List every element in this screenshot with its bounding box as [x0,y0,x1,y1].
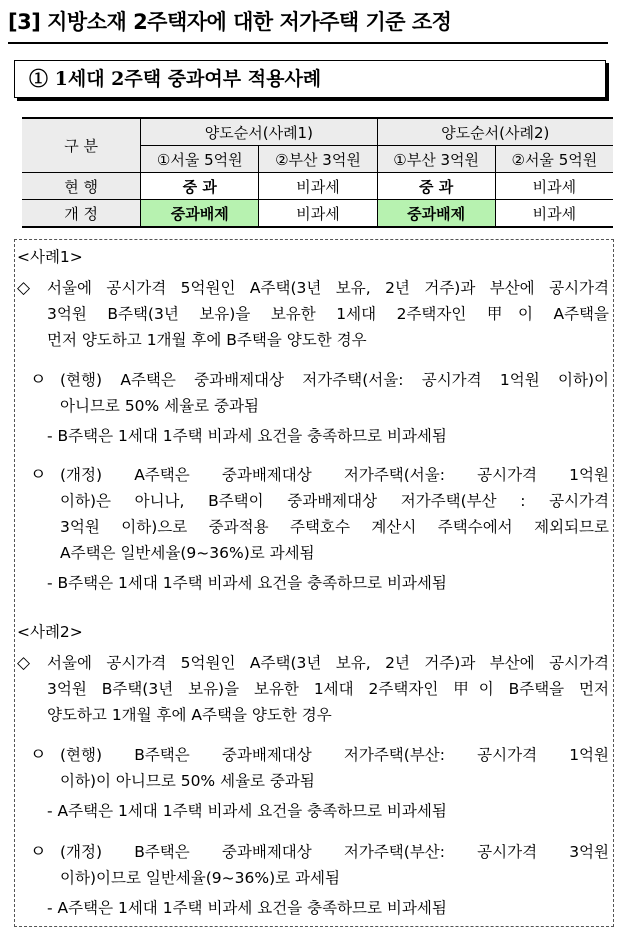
case2-current-line: (현행) B주택은 중과배제대상 저가주택(부산: 공시가격 1억원 [60,746,609,764]
case1-title: <사례1> [17,248,83,266]
circle-bullet-icon: ㅇ [30,465,47,485]
table-cell-highlight: 중과배제 [377,200,495,228]
table-case1-header: 양도순서(사례1) [141,118,377,146]
case2-desc-line: 서울에 공시가격 5억원인 A주택(3년 보유, 2년 거주)과 부산에 공시가격 [47,654,609,672]
table-cell: 비과세 [495,173,613,200]
subheading-text: ① 1세대 2주택 중과여부 적용사례 [29,68,322,90]
case2-current-line: 이하)이 아니므로 50% 세율로 중과됨 [60,772,315,790]
table-subheader: ①서울 5억원 [141,146,259,173]
table-cell: 중 과 [377,173,495,200]
table-subheader: ①부산 3억원 [377,146,495,173]
table-subheader: ②부산 3억원 [259,146,377,173]
comparison-table [22,117,613,228]
case2-title: <사례2> [17,623,83,641]
table-cell: 비과세 [259,173,377,200]
case1-current-line: 아니므로 50% 세율로 중과됨 [60,397,259,415]
diamond-icon: ◇ [17,278,31,298]
case2-revised-line: (개정) B주택은 중과배제대상 저가주택(부산: 공시가격 3억원 [60,843,609,861]
table-cell: 중 과 [141,173,259,200]
subheading-box [14,60,606,98]
circle-bullet-icon: ㅇ [30,745,47,765]
case1-desc-line: 서울에 공시가격 5억원인 A주택(3년 보유, 2년 거주)과 부산에 공시가격 [47,279,609,297]
case1-desc-line: 3억원 B주택(3년 보유)을 보유한 1세대 2주택자인 甲이 A주택을 [47,305,609,323]
case1-revised-line: 이하)은 아니나, B주택이 중과배제대상 저가주택(부산 : 공시가격 [60,492,609,510]
case2-current-dash: - A주택은 1세대 1주택 비과세 요건을 충족하므로 비과세됨 [47,802,447,820]
table-col-label: 구 분 [22,118,141,173]
table-case2-header: 양도순서(사례2) [377,118,613,146]
case1-revised-line: A주택은 일반세율(9~36%)로 과세됨 [60,544,315,562]
case1-current-dash: - B주택은 1세대 1주택 비과세 요건을 충족하므로 비과세됨 [47,427,447,445]
case1-desc-line: 먼저 양도하고 1개월 후에 B주택을 양도한 경우 [47,331,367,349]
table-subheader: ②서울 5억원 [495,146,613,173]
table-row [22,173,613,200]
case2-desc-line: 양도하고 1개월 후에 A주택을 양도한 경우 [47,706,332,724]
case1-revised-line: 3억원 이하)으로 중과적용 주택호수 계산시 주택수에서 제외되므로 [60,518,609,536]
circle-bullet-icon: ㅇ [30,370,47,390]
circle-bullet-icon: ㅇ [30,842,47,862]
case2-revised-dash: - A주택은 1세대 1주택 비과세 요건을 충족하므로 비과세됨 [47,899,447,917]
case1-revised-line: (개정) A주택은 중과배제대상 저가주택(서울: 공시가격 1억원 [60,466,609,484]
table-cell-highlight: 중과배제 [141,200,259,228]
diamond-icon: ◇ [17,653,31,673]
table-cell: 비과세 [495,200,613,228]
row-label: 개 정 [22,200,141,228]
section-heading: [3] 지방소재 2주택자에 대한 저가주택 기준 조정 [8,6,608,44]
case1-current-line: (현행) A주택은 중과배제대상 저가주택(서울: 공시가격 1억원 이하)이 [60,371,609,389]
table-cell: 비과세 [259,200,377,228]
row-label: 현 행 [22,173,141,200]
case2-desc-line: 3억원 B주택(3년 보유)을 보유한 1세대 2주택자인 甲이 B주택을 먼저 [47,680,609,698]
case1-revised-dash: - B주택은 1세대 1주택 비과세 요건을 충족하므로 비과세됨 [47,574,447,592]
case2-revised-line: 이하)이므로 일반세율(9~36%)로 과세됨 [60,869,340,887]
table-row [22,200,613,228]
